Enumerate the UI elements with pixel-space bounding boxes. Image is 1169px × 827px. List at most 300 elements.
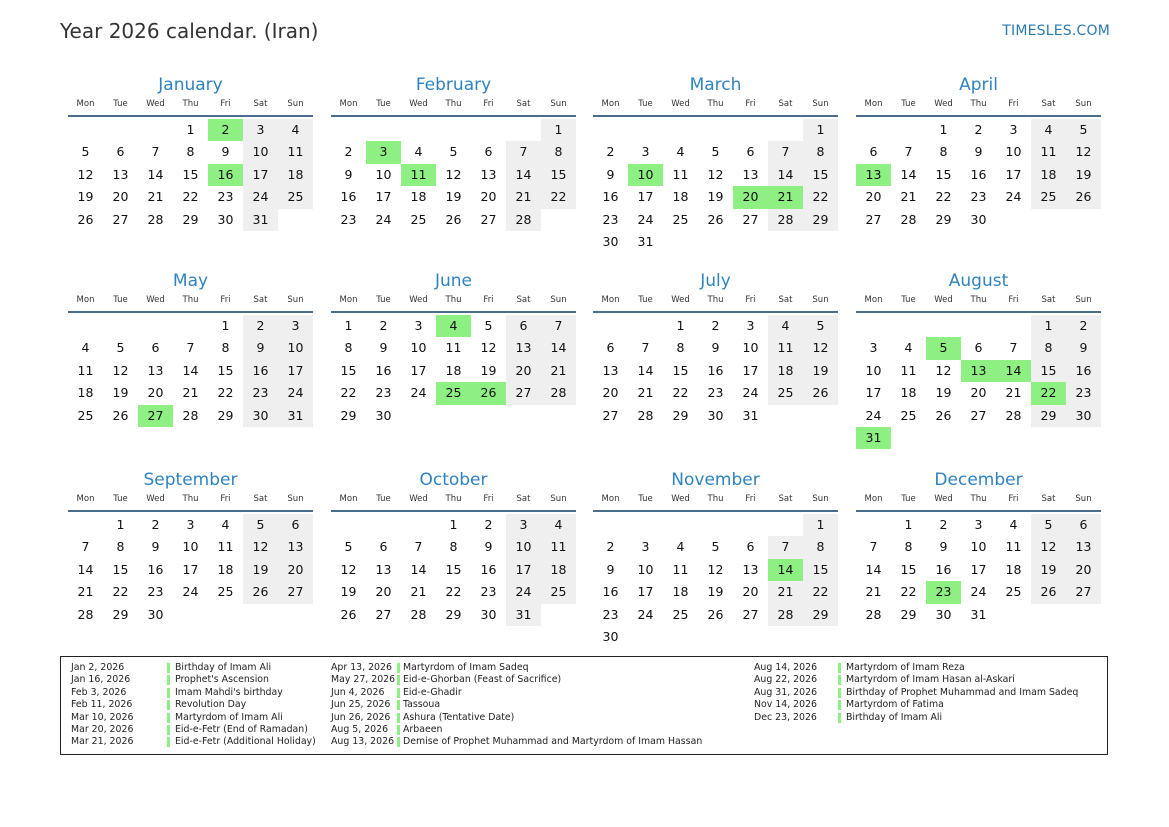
day-cell: 29 xyxy=(1031,405,1066,427)
weekday-label: Sat xyxy=(1041,494,1056,504)
day-cell: 4 xyxy=(904,340,913,356)
weekday-label: Tue xyxy=(113,99,128,109)
day-cell: 12 xyxy=(707,166,724,182)
day-cell: 12 xyxy=(243,536,278,558)
day-cell: 21 xyxy=(410,584,427,600)
day-cell: 23 xyxy=(602,606,619,622)
weekday-label: Tue xyxy=(638,295,653,305)
weekday-label: Tue xyxy=(901,99,916,109)
day-cell: 10 xyxy=(970,539,987,555)
day-cell: 7 xyxy=(414,539,423,555)
day-cell: 16 xyxy=(375,362,392,378)
weekday-label: Sat xyxy=(253,99,268,109)
holiday-marker xyxy=(838,675,841,685)
weekday-label: Mon xyxy=(601,99,620,109)
days-grid xyxy=(593,315,838,427)
empty-cell xyxy=(68,119,103,141)
holiday-name: Eid-e-Ghorban (Feast of Sacrifice) xyxy=(403,674,562,686)
holiday-name: Prophet's Ascension xyxy=(175,674,269,686)
day-cell: 5 xyxy=(484,318,493,333)
day-cell: 9 xyxy=(711,340,720,356)
weekday-header xyxy=(593,492,838,512)
weekday-label: Wed xyxy=(934,99,953,109)
weekday-label: Mon xyxy=(601,494,620,504)
day-cell: 1 xyxy=(676,318,685,333)
day-cell: 28 xyxy=(865,606,882,622)
day-cell: 28 xyxy=(900,211,917,227)
day-cell: 1 xyxy=(449,517,458,532)
day-cell: 2 xyxy=(379,318,388,333)
day-cell: 27 xyxy=(742,606,759,622)
holiday-day-cell: 11 xyxy=(401,164,436,186)
day-cell: 7 xyxy=(641,340,650,356)
month-march xyxy=(593,73,838,253)
holiday-name: Martyrdom of Imam Ali xyxy=(175,711,283,723)
day-cell: 16 xyxy=(1066,360,1101,382)
day-cell: 29 xyxy=(217,407,234,423)
weekday-header xyxy=(331,293,576,313)
weekday-header xyxy=(331,97,576,117)
empty-cell xyxy=(366,514,401,536)
day-cell: 29 xyxy=(803,604,838,626)
day-cell: 2 xyxy=(151,517,160,532)
day-cell: 11 xyxy=(445,340,462,356)
day-cell: 19 xyxy=(803,360,838,382)
holiday-legend xyxy=(60,656,1108,755)
day-cell: 21 xyxy=(147,189,164,205)
day-cell: 7 xyxy=(1009,340,1018,356)
day-cell: 28 xyxy=(506,209,541,231)
weekday-label: Fri xyxy=(220,99,231,109)
weekday-label: Mon xyxy=(339,494,358,504)
day-cell: 22 xyxy=(541,186,576,208)
weekday-label: Sun xyxy=(1075,494,1092,504)
day-cell: 21 xyxy=(768,581,803,603)
weekday-label: Sun xyxy=(550,99,567,109)
day-cell: 8 xyxy=(803,141,838,163)
day-cell: 18 xyxy=(217,561,234,577)
day-cell: 8 xyxy=(676,340,685,356)
holiday-name: Arbaeen xyxy=(403,723,443,735)
day-cell: 7 xyxy=(151,144,160,160)
day-cell: 30 xyxy=(375,407,392,423)
holiday-name: Martyrdom of Fatima xyxy=(846,699,944,711)
day-cell: 27 xyxy=(1066,581,1101,603)
holiday-date: Jan 2, 2026 xyxy=(71,662,125,673)
weekday-label: Fri xyxy=(1008,99,1019,109)
day-cell: 30 xyxy=(1066,405,1101,427)
day-cell: 25 xyxy=(541,581,576,603)
day-cell: 10 xyxy=(182,539,199,555)
day-cell: 27 xyxy=(602,407,619,423)
day-cell: 8 xyxy=(1031,337,1066,359)
holiday-date: Jan 16, 2026 xyxy=(71,674,131,686)
day-cell: 24 xyxy=(1005,189,1022,205)
day-cell: 9 xyxy=(606,166,615,182)
holiday-name: Martyrdom of Imam Sadeq xyxy=(403,662,529,673)
weekday-label: Wed xyxy=(146,99,165,109)
day-cell: 26 xyxy=(112,407,129,423)
day-cell: 10 xyxy=(375,166,392,182)
days-grid xyxy=(68,514,313,626)
month-title: December xyxy=(934,470,1023,490)
day-cell: 19 xyxy=(707,584,724,600)
weekday-label: Sat xyxy=(516,494,531,504)
holiday-marker xyxy=(167,700,170,710)
day-cell: 6 xyxy=(379,539,388,555)
day-cell: 10 xyxy=(278,337,313,359)
holiday-marker xyxy=(397,713,400,723)
day-cell: 18 xyxy=(77,385,94,401)
weekday-label: Wed xyxy=(146,494,165,504)
day-cell: 18 xyxy=(1005,561,1022,577)
day-cell: 1 xyxy=(186,122,195,137)
empty-cell xyxy=(138,315,173,337)
day-cell: 2 xyxy=(606,539,615,555)
day-cell: 31 xyxy=(637,233,654,249)
day-cell: 4 xyxy=(676,539,685,555)
empty-cell xyxy=(103,119,138,141)
weekday-label: Fri xyxy=(1008,494,1019,504)
day-cell: 29 xyxy=(900,606,917,622)
holiday-date: Feb 3, 2026 xyxy=(71,686,127,698)
empty-cell xyxy=(733,119,768,141)
day-cell: 30 xyxy=(480,606,497,622)
holiday-marker xyxy=(397,675,400,685)
empty-cell xyxy=(593,315,628,337)
holiday-date: Mar 20, 2026 xyxy=(71,723,134,735)
day-cell: 12 xyxy=(1066,141,1101,163)
day-cell: 2 xyxy=(606,144,615,160)
day-cell: 3 xyxy=(1009,122,1018,137)
weekday-label: Wed xyxy=(409,494,428,504)
day-cell: 7 xyxy=(768,141,803,163)
day-cell: 5 xyxy=(803,315,838,337)
day-cell: 23 xyxy=(147,584,164,600)
weekday-label: Sun xyxy=(287,99,304,109)
day-cell: 11 xyxy=(672,561,689,577)
day-cell: 15 xyxy=(112,561,129,577)
month-title: July xyxy=(700,271,731,291)
month-title: January xyxy=(158,75,223,95)
day-cell: 23 xyxy=(707,385,724,401)
day-cell: 12 xyxy=(707,561,724,577)
holiday-day-cell: 4 xyxy=(436,315,471,337)
empty-cell xyxy=(891,119,926,141)
day-cell: 7 xyxy=(869,539,878,555)
month-title: September xyxy=(143,470,238,490)
day-cell: 16 xyxy=(243,360,278,382)
day-cell: 8 xyxy=(449,539,458,555)
day-cell: 8 xyxy=(939,144,948,160)
day-cell: 2 xyxy=(243,315,278,337)
day-cell: 18 xyxy=(672,189,689,205)
day-cell: 2 xyxy=(1066,315,1101,337)
day-cell: 13 xyxy=(112,166,129,182)
weekday-label: Tue xyxy=(638,494,653,504)
day-cell: 26 xyxy=(707,211,724,227)
day-cell: 28 xyxy=(147,211,164,227)
weekday-label: Mon xyxy=(601,295,620,305)
weekday-label: Sat xyxy=(516,295,531,305)
day-cell: 22 xyxy=(112,584,129,600)
day-cell: 26 xyxy=(340,606,357,622)
day-cell: 14 xyxy=(637,362,654,378)
days-grid xyxy=(593,514,838,648)
weekday-label: Fri xyxy=(483,99,494,109)
day-cell: 14 xyxy=(900,166,917,182)
empty-cell xyxy=(401,119,436,141)
month-september xyxy=(68,468,313,626)
day-cell: 17 xyxy=(1005,166,1022,182)
holiday-name: Eid-e-Fetr (Additional Holiday) xyxy=(175,736,316,748)
day-cell: 15 xyxy=(340,362,357,378)
day-cell: 22 xyxy=(217,385,234,401)
weekday-label: Sat xyxy=(253,494,268,504)
day-cell: 17 xyxy=(637,584,654,600)
day-cell: 22 xyxy=(445,584,462,600)
weekday-label: Fri xyxy=(745,295,756,305)
days-grid xyxy=(856,514,1101,626)
month-february xyxy=(331,73,576,231)
day-cell: 25 xyxy=(672,606,689,622)
day-cell: 30 xyxy=(147,606,164,622)
holiday-date: Mar 21, 2026 xyxy=(71,736,134,748)
day-cell: 16 xyxy=(935,561,952,577)
holiday-marker xyxy=(397,725,400,735)
day-cell: 15 xyxy=(182,166,199,182)
holiday-name: Birthday of Prophet Muhammad and Imam Sadeq xyxy=(846,686,1079,698)
empty-cell xyxy=(961,315,996,337)
day-cell: 19 xyxy=(1066,164,1101,186)
weekday-label: Fri xyxy=(745,494,756,504)
empty-cell xyxy=(663,514,698,536)
day-cell: 13 xyxy=(278,536,313,558)
day-cell: 29 xyxy=(803,209,838,231)
day-cell: 14 xyxy=(77,561,94,577)
day-cell: 12 xyxy=(480,340,497,356)
day-cell: 4 xyxy=(1009,517,1018,532)
empty-cell xyxy=(856,315,891,337)
empty-cell xyxy=(68,514,103,536)
day-cell: 10 xyxy=(506,536,541,558)
days-grid xyxy=(856,315,1101,449)
day-cell: 9 xyxy=(243,337,278,359)
day-cell: 19 xyxy=(243,559,278,581)
day-cell: 23 xyxy=(1066,382,1101,404)
day-cell: 27 xyxy=(480,211,497,227)
weekday-header xyxy=(68,97,313,117)
month-july xyxy=(593,269,838,427)
day-cell: 20 xyxy=(147,385,164,401)
day-cell: 29 xyxy=(935,211,952,227)
day-cell: 15 xyxy=(541,164,576,186)
weekday-label: Mon xyxy=(339,99,358,109)
holiday-day-cell: 13 xyxy=(856,164,891,186)
day-cell: 24 xyxy=(243,186,278,208)
holiday-day-cell: 27 xyxy=(138,405,173,427)
empty-cell xyxy=(68,315,103,337)
days-grid xyxy=(68,315,313,427)
day-cell: 26 xyxy=(243,581,278,603)
day-cell: 24 xyxy=(278,382,313,404)
days-grid xyxy=(856,119,1101,231)
day-cell: 20 xyxy=(112,189,129,205)
holiday-day-cell: 5 xyxy=(926,337,961,359)
day-cell: 12 xyxy=(935,362,952,378)
day-cell: 26 xyxy=(445,211,462,227)
day-cell: 29 xyxy=(340,407,357,423)
day-cell: 15 xyxy=(900,561,917,577)
day-cell: 26 xyxy=(77,211,94,227)
day-cell: 13 xyxy=(742,561,759,577)
holiday-marker xyxy=(167,725,170,735)
day-cell: 11 xyxy=(541,536,576,558)
weekday-label: Mon xyxy=(339,295,358,305)
day-cell: 17 xyxy=(637,189,654,205)
day-cell: 27 xyxy=(865,211,882,227)
holiday-day-cell: 20 xyxy=(733,186,768,208)
day-cell: 3 xyxy=(869,340,878,356)
day-cell: 2 xyxy=(939,517,948,532)
day-cell: 20 xyxy=(970,385,987,401)
day-cell: 25 xyxy=(217,584,234,600)
month-august xyxy=(856,269,1101,449)
day-cell: 11 xyxy=(77,362,94,378)
weekday-label: Tue xyxy=(901,494,916,504)
day-cell: 1 xyxy=(803,119,838,141)
day-cell: 4 xyxy=(221,517,230,532)
holiday-day-cell: 14 xyxy=(768,559,803,581)
day-cell: 25 xyxy=(900,407,917,423)
month-may xyxy=(68,269,313,427)
empty-cell xyxy=(856,119,891,141)
day-cell: 21 xyxy=(637,385,654,401)
day-cell: 28 xyxy=(77,606,94,622)
weekday-label: Sat xyxy=(253,295,268,305)
day-cell: 11 xyxy=(900,362,917,378)
weekday-label: Mon xyxy=(76,295,95,305)
day-cell: 16 xyxy=(970,166,987,182)
day-cell: 5 xyxy=(81,144,90,160)
day-cell: 23 xyxy=(340,211,357,227)
day-cell: 3 xyxy=(506,514,541,536)
weekday-label: Thu xyxy=(445,494,462,504)
day-cell: 11 xyxy=(278,141,313,163)
day-cell: 8 xyxy=(221,340,230,356)
empty-cell xyxy=(366,119,401,141)
day-cell: 9 xyxy=(379,340,388,356)
holiday-marker xyxy=(167,713,170,723)
day-cell: 28 xyxy=(637,407,654,423)
days-grid xyxy=(331,514,576,626)
day-cell: 18 xyxy=(1031,164,1066,186)
weekday-label: Sat xyxy=(778,99,793,109)
day-cell: 8 xyxy=(344,340,353,356)
day-cell: 11 xyxy=(217,539,234,555)
empty-cell xyxy=(628,514,663,536)
day-cell: 16 xyxy=(602,189,619,205)
weekday-label: Thu xyxy=(182,295,199,305)
day-cell: 25 xyxy=(278,186,313,208)
weekday-label: Sun xyxy=(1075,295,1092,305)
day-cell: 27 xyxy=(375,606,392,622)
day-cell: 3 xyxy=(641,539,650,555)
holiday-date: Jun 26, 2026 xyxy=(331,711,391,723)
site-link[interactable]: TIMESLES.COM xyxy=(1002,23,1110,39)
weekday-header xyxy=(856,492,1101,512)
day-cell: 11 xyxy=(672,166,689,182)
holiday-date: Jun 4, 2026 xyxy=(331,686,385,698)
holiday-date: Aug 5, 2026 xyxy=(331,723,389,735)
holiday-name: Demise of Prophet Muhammad and Martyrdom of Imam Hassan xyxy=(403,736,703,748)
day-cell: 6 xyxy=(974,340,983,356)
day-cell: 5 xyxy=(1031,514,1066,536)
empty-cell xyxy=(856,514,891,536)
weekday-label: Fri xyxy=(1008,295,1019,305)
day-cell: 27 xyxy=(506,382,541,404)
day-cell: 29 xyxy=(112,606,129,622)
day-cell: 15 xyxy=(672,362,689,378)
day-cell: 9 xyxy=(221,144,230,160)
day-cell: 23 xyxy=(217,189,234,205)
day-cell: 1 xyxy=(803,514,838,536)
weekday-label: Tue xyxy=(113,295,128,305)
day-cell: 21 xyxy=(506,186,541,208)
holiday-name: Eid-e-Ghadir xyxy=(403,686,462,698)
day-cell: 26 xyxy=(803,382,838,404)
holiday-day-cell: 3 xyxy=(366,141,401,163)
weekday-label: Sun xyxy=(812,494,829,504)
holiday-date: Aug 31, 2026 xyxy=(754,686,818,698)
empty-cell xyxy=(698,119,733,141)
weekday-label: Mon xyxy=(864,295,883,305)
weekday-label: Thu xyxy=(182,99,199,109)
day-cell: 16 xyxy=(602,584,619,600)
weekday-label: Thu xyxy=(707,494,724,504)
holiday-day-cell: 22 xyxy=(1031,382,1066,404)
weekday-label: Sun xyxy=(812,99,829,109)
day-cell: 19 xyxy=(480,362,497,378)
weekday-label: Mon xyxy=(76,99,95,109)
day-cell: 31 xyxy=(506,604,541,626)
day-cell: 28 xyxy=(541,382,576,404)
day-cell: 4 xyxy=(81,340,90,356)
weekday-label: Tue xyxy=(376,99,391,109)
weekday-header xyxy=(68,293,313,313)
weekday-header xyxy=(331,492,576,512)
day-cell: 28 xyxy=(768,604,803,626)
day-cell: 13 xyxy=(506,337,541,359)
weekday-label: Thu xyxy=(707,295,724,305)
day-cell: 1 xyxy=(904,517,913,532)
day-cell: 10 xyxy=(243,141,278,163)
day-cell: 25 xyxy=(1005,584,1022,600)
holiday-marker xyxy=(397,737,400,747)
day-cell: 5 xyxy=(243,514,278,536)
weekday-label: Wed xyxy=(671,99,690,109)
day-cell: 14 xyxy=(541,337,576,359)
empty-cell xyxy=(593,514,628,536)
day-cell: 9 xyxy=(974,144,983,160)
day-cell: 5 xyxy=(711,539,720,555)
day-cell: 18 xyxy=(672,584,689,600)
day-cell: 22 xyxy=(803,186,838,208)
day-cell: 25 xyxy=(77,407,94,423)
day-cell: 4 xyxy=(768,315,803,337)
day-cell: 15 xyxy=(803,559,838,581)
day-cell: 8 xyxy=(541,141,576,163)
